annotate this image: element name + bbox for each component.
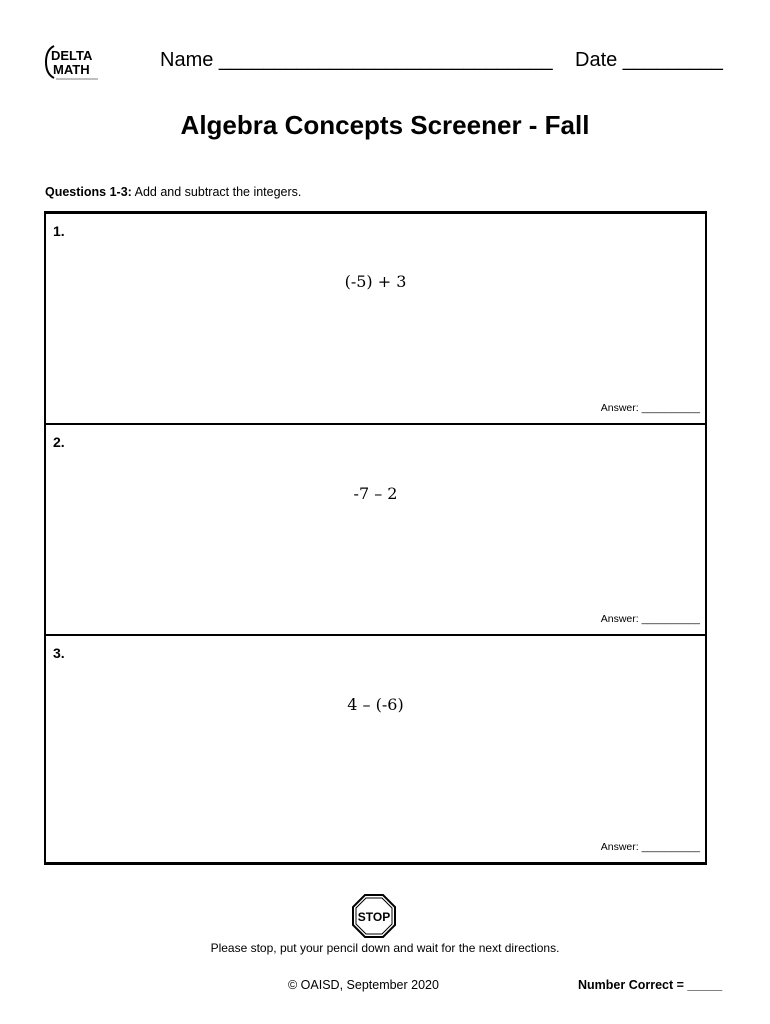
question-expression: -7 – 2 (353, 484, 398, 503)
question-number: 1. (53, 223, 65, 239)
question-box-2 (44, 423, 707, 636)
question-box-1 (44, 211, 707, 425)
delta-math-logo (44, 40, 102, 84)
instructions (45, 185, 301, 199)
date-field[interactable]: Date _________ (575, 49, 723, 71)
answer-field[interactable]: Answer: __________ (600, 613, 700, 625)
question-number: 3. (53, 645, 65, 661)
answer-field[interactable]: Answer: __________ (600, 402, 700, 414)
stop-sign-icon (352, 894, 396, 938)
name-field[interactable]: Name ______________________________ (160, 49, 553, 71)
instructions-label: Questions 1-3: (45, 185, 132, 199)
page-title: Algebra Concepts Screener - Fall (180, 110, 590, 140)
copyright-text: © OAISD, September 2020 (288, 978, 439, 992)
logo-text-line2: MATH (53, 62, 90, 77)
stop-message: Please stop, put your pencil down and wait for the next directions. (210, 941, 560, 955)
question-box-3 (44, 634, 707, 865)
number-correct-field[interactable]: Number Correct = _____ (578, 978, 723, 992)
instructions-text: Add and subtract the integers. (134, 185, 302, 199)
answer-field[interactable]: Answer: __________ (600, 841, 700, 853)
question-number: 2. (53, 434, 65, 450)
logo-text-line1: DELTA (51, 48, 93, 63)
stop-sign-label: STOP (357, 910, 391, 924)
question-expression: (-5) + 3 (344, 272, 407, 291)
question-expression: 4 – (-6) (347, 695, 404, 714)
